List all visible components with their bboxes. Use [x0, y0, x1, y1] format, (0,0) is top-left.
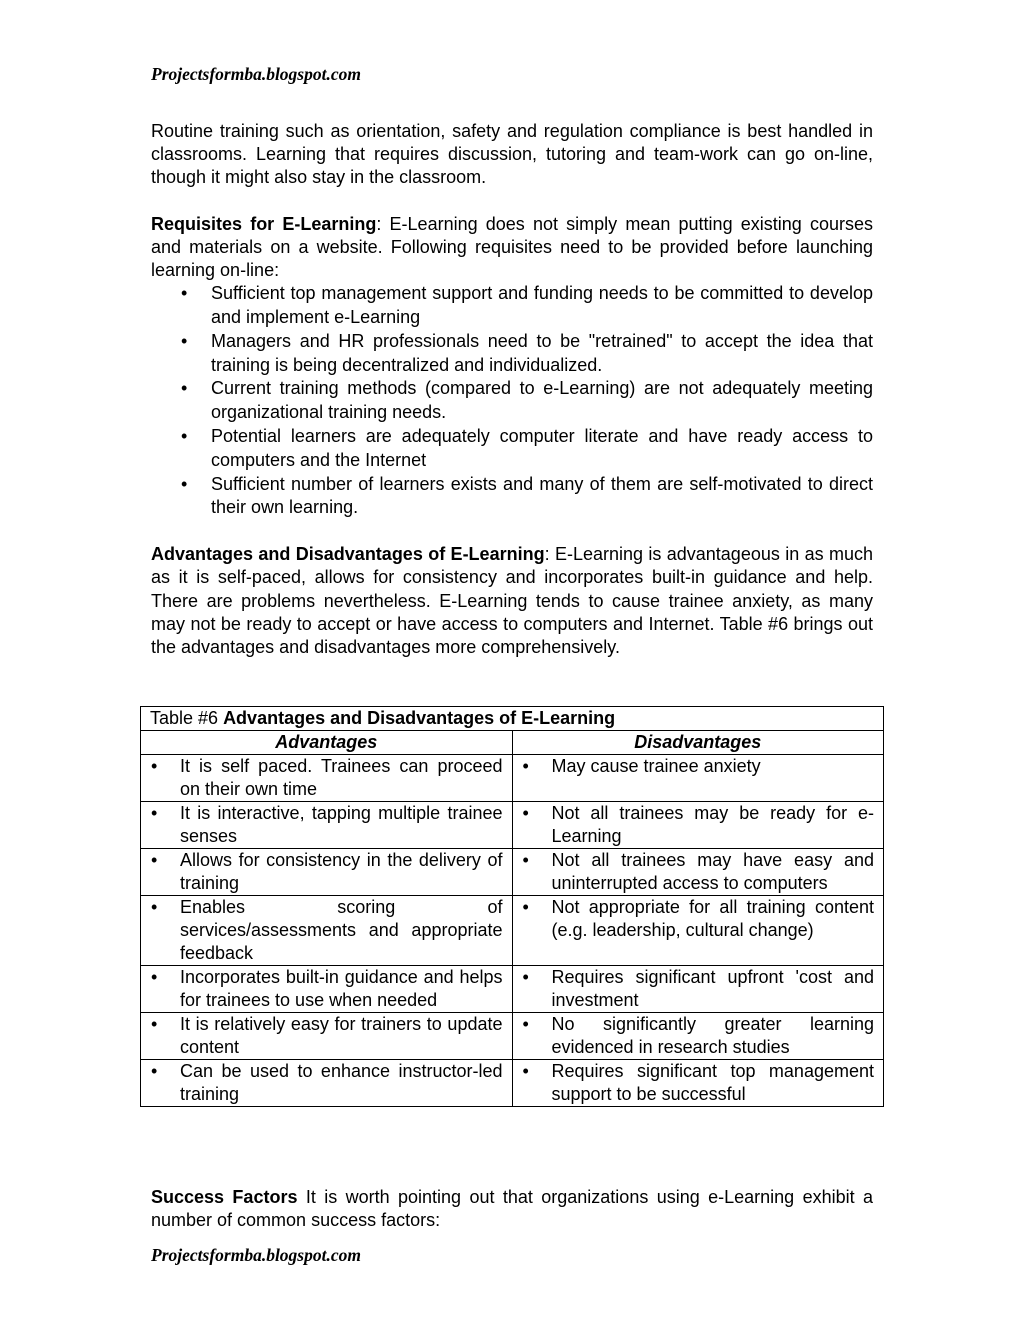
bullet-icon: •: [522, 756, 529, 776]
disadvantage-text: No significantly greater learning evidenced in research studies: [551, 1014, 874, 1057]
success-section: [151, 1186, 873, 1232]
table-row: [141, 1013, 884, 1060]
list-item: [151, 377, 873, 425]
bullet-icon: •: [151, 850, 158, 870]
bullet-icon: •: [151, 967, 158, 987]
advantage-text: Allows for consistency in the delivery of training: [180, 850, 503, 893]
disadvantage-text: May cause trainee anxiety: [551, 756, 761, 776]
list-item-text: Sufficient number of learners exists and many of them are self-motivated to direct their own learning.: [211, 473, 873, 518]
success-text: It is worth pointing out that organizations using e-Learning exhibit a number of common success factors:: [151, 1187, 873, 1231]
table-caption-prefix: Table #6: [150, 708, 224, 728]
success-paragraph: [151, 1186, 873, 1232]
bullet-icon: •: [181, 283, 188, 304]
disadvantage-cell: [512, 1013, 884, 1060]
table-row: [141, 966, 884, 1013]
disadvantage-text: Not all trainees may have easy and uninterrupted access to computers: [551, 850, 874, 893]
bullet-icon: •: [151, 897, 158, 917]
list-item: [151, 425, 873, 473]
document-body: [151, 120, 873, 659]
requisites-paragraph: [151, 213, 873, 283]
disadvantage-text: Not appropriate for all training content (e.g. leadership, cultural change): [551, 897, 874, 940]
bullet-icon: •: [522, 1061, 529, 1081]
advantage-text: It is self paced. Trainees can proceed on their own time: [180, 756, 503, 799]
advantage-cell: [141, 755, 513, 802]
disadvantage-text: Requires significant top management support to be successful: [551, 1061, 874, 1104]
table-row: [141, 896, 884, 966]
list-item: [151, 473, 873, 521]
advantage-cell: [141, 966, 513, 1013]
disadvantage-cell: [512, 755, 884, 802]
requisites-text: : E-Learning does not simply mean putting existing courses and materials on a website. Following requisites need to be provided before launching learning on-line:: [151, 213, 873, 281]
bullet-icon: •: [522, 850, 529, 870]
disadvantage-text: Not all trainees may be ready for e-Learning: [551, 803, 874, 846]
advantage-text: It is interactive, tapping multiple trainee senses: [180, 803, 503, 846]
bullet-icon: •: [181, 378, 188, 399]
bullet-icon: •: [522, 897, 529, 917]
bullet-icon: •: [181, 330, 188, 351]
requisites-heading: Requisites for E-Learning: [151, 213, 377, 234]
bullet-icon: •: [151, 1061, 158, 1081]
bullet-icon: •: [522, 803, 529, 823]
bullet-icon: •: [522, 967, 529, 987]
disadvantage-cell: [512, 896, 884, 966]
bullet-icon: •: [151, 756, 158, 776]
advantages-text: : E-Learning is advantageous in as much as it is self-paced, allows for consistency and incorporates built-in guidance and help. There are problems nevertheless. E-Learning tends to cause trainee anxiety, as many may not be ready to accept or have access to computers and Internet. Table #6 brings out the advantages and disadvantages more comprehensively.: [151, 544, 873, 657]
column-header-advantages: Advantages: [141, 731, 513, 755]
requisites-list: [151, 282, 873, 520]
page-header-site: Projectsformba.blogspot.com: [151, 64, 361, 84]
list-item: [151, 330, 873, 378]
list-item: [151, 282, 873, 330]
intro-paragraph: Routine training such as orientation, safety and regulation compliance is best handled in classrooms. Learning that requires discussion, tutoring and team-work can go on-line, though it might also stay in the classroom.: [151, 121, 873, 188]
disadvantage-cell: [512, 849, 884, 896]
advantage-cell: [141, 849, 513, 896]
disadvantage-cell: [512, 802, 884, 849]
advantage-text: Incorporates built-in guidance and helps for trainees to use when needed: [180, 967, 503, 1010]
advantages-paragraph: [151, 543, 873, 659]
table-row: [141, 849, 884, 896]
advantages-heading: Advantages and Disadvantages of E-Learning: [151, 544, 545, 565]
advantage-cell: [141, 802, 513, 849]
advantage-text: Enables scoring of services/assessments and appropriate feedback: [180, 897, 503, 963]
disadvantage-cell: [512, 1060, 884, 1107]
advantages-table: [140, 706, 884, 1107]
table-row: [141, 755, 884, 802]
table-row: [141, 802, 884, 849]
table-caption-title: Advantages and Disadvantages of E-Learning: [223, 708, 616, 728]
bullet-icon: •: [151, 803, 158, 823]
advantage-text: It is relatively easy for trainers to update content: [180, 1014, 503, 1057]
bullet-icon: •: [522, 1014, 529, 1034]
table-caption: [141, 707, 884, 731]
bullet-icon: •: [151, 1014, 158, 1034]
advantage-text: Can be used to enhance instructor-led training: [180, 1061, 503, 1104]
list-item-text: Current training methods (compared to e-Learning) are not adequately meeting organizational training needs.: [211, 378, 873, 423]
advantage-cell: [141, 896, 513, 966]
advantage-cell: [141, 1013, 513, 1060]
list-item-text: Potential learners are adequately computer literate and have ready access to computers and the Internet: [211, 426, 873, 470]
column-header-disadvantages: Disadvantages: [512, 731, 884, 755]
page-footer-site: Projectsformba.blogspot.com: [151, 1245, 361, 1265]
list-item-text: Sufficient top management support and funding needs to be committed to develop and implement e-Learning: [211, 283, 873, 328]
advantage-cell: [141, 1060, 513, 1107]
disadvantage-text: Requires significant upfront 'cost and investment: [551, 967, 874, 1010]
table-row: [141, 1060, 884, 1107]
list-item-text: Managers and HR professionals need to be "retrained" to accept the idea that training is being decentralized and individualized.: [211, 330, 873, 375]
disadvantage-cell: [512, 966, 884, 1013]
bullet-icon: •: [181, 473, 188, 494]
success-heading: Success Factors: [151, 1187, 298, 1207]
bullet-icon: •: [181, 426, 188, 446]
